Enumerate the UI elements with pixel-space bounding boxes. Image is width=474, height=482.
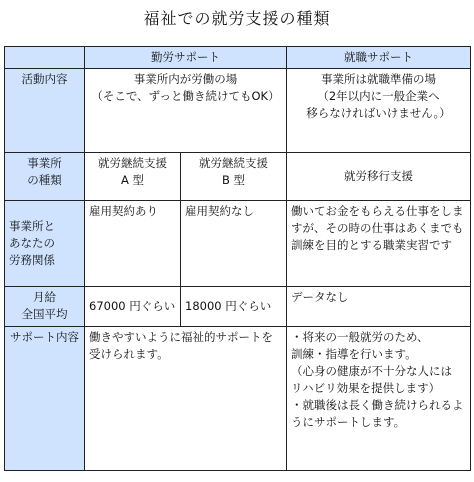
labor-b-cell: 雇用契約なし [181, 201, 287, 287]
header-shushoku-support: 就職サポート [287, 47, 471, 69]
activity-shushoku-cell: 事業所は就職準備の場 （2年以内に一般企業へ 移らなければいけません。） [287, 69, 471, 153]
table-row-labor-relation [5, 201, 471, 287]
activity-shuro-cell: 事業所内が労働の場 （そこで、ずっと働き続けてもOK） [85, 69, 287, 153]
support-comparison-table [4, 46, 471, 471]
salary-ikou-cell: データなし [287, 287, 471, 327]
labor-ikou-cell: 働いてお金をもらえる仕事をしま すが、その時の仕事はあくまでも 訓練を目的とする職業実習です [287, 201, 471, 287]
type-b-cell: 就労継続支援 B 型 [181, 153, 287, 201]
page-title: 福祉での就労支援の種類 [143, 9, 331, 28]
table-row-activity [5, 69, 471, 153]
salary-a-cell: 67000 円ぐらい [85, 287, 181, 327]
header-shuro-support: 勤労サポート [85, 47, 287, 69]
support-shuro-cell: 働きやすいように福祉的サポートを 受けられます。 [85, 327, 287, 471]
type-ikou-cell: 就労移行支援 [287, 153, 471, 201]
labor-a-cell: 雇用契約あり [85, 201, 181, 287]
row-label-support: サポート内容 [5, 327, 85, 471]
support-ikou-cell: ・将来の一般就労のため、 訓練・指導を行います。 （心身の健康が不十分な人には リハビリ効果を提供します） ・就職後は長く働き続けられるよ うにサポートします。 [287, 327, 471, 471]
type-a-cell: 就労継続支援 A 型 [85, 153, 181, 201]
table-row-salary [5, 287, 471, 327]
row-label-type: 事業所 の種類 [5, 153, 85, 201]
row-label-activity: 活動内容 [5, 69, 85, 153]
table-row-type [5, 153, 471, 201]
table-row-support [5, 327, 471, 471]
salary-b-cell: 18000 円ぐらい [181, 287, 287, 327]
header-blank-cell [5, 47, 85, 69]
table-header-row [5, 47, 471, 69]
row-label-salary: 月給 全国平均 [5, 287, 85, 327]
row-label-labor-relation: 事業所と あなたの 労務関係 [5, 201, 85, 287]
